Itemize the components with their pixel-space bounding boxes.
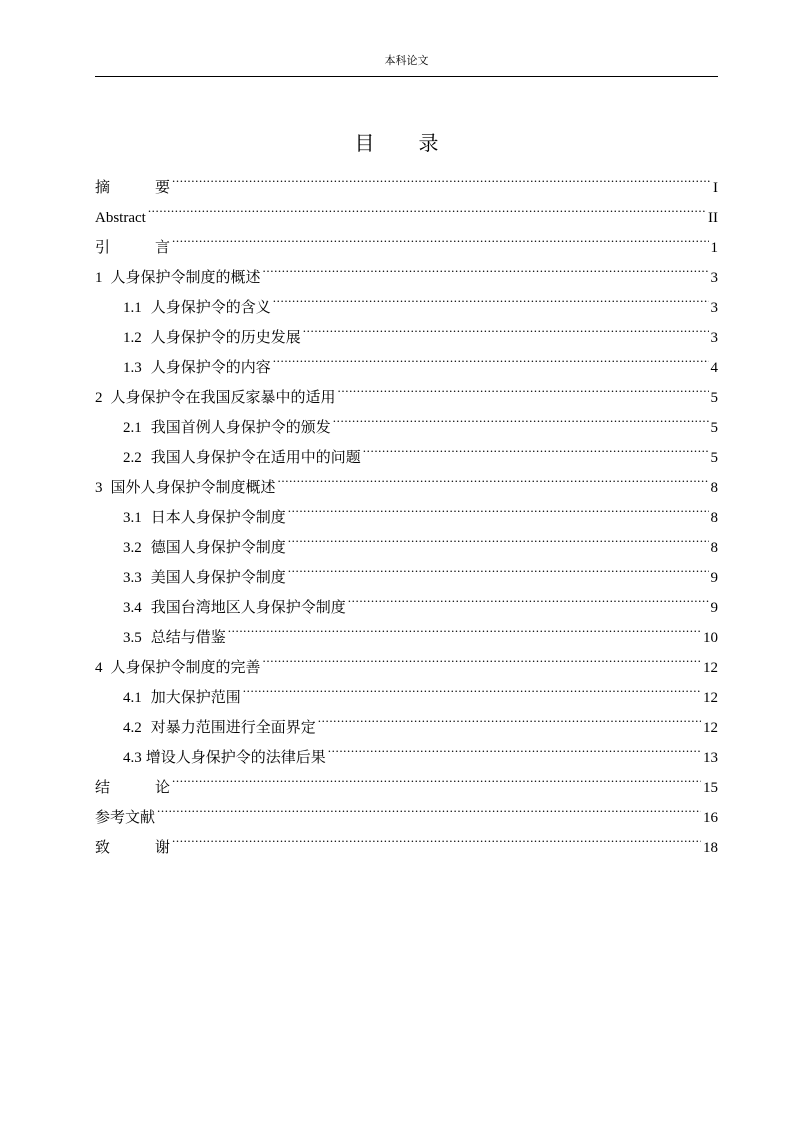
toc-entry-introduction[interactable] bbox=[95, 222, 718, 256]
page-header bbox=[95, 52, 718, 77]
toc-entry-label: 参考文献 bbox=[95, 808, 156, 826]
toc-entry-number: 4.1 bbox=[123, 690, 142, 706]
toc-entry-number: 4.3 bbox=[123, 750, 142, 766]
toc-entry-label: 国外人身保护令制度概述 bbox=[110, 478, 276, 496]
toc-entry-page: I bbox=[713, 180, 718, 196]
toc-leader-dots bbox=[288, 522, 709, 552]
toc-entry-label: 人身保护令在我国反家暴中的适用 bbox=[110, 388, 336, 406]
toc-leader-dots bbox=[172, 162, 711, 192]
toc-entry-label: 总结与借鉴 bbox=[150, 628, 226, 646]
toc-entry-label: 结 论 bbox=[95, 778, 171, 796]
toc-entry-number: 2.2 bbox=[123, 450, 142, 466]
toc-entry-label: 致 谢 bbox=[95, 838, 171, 856]
toc-entry-page: 3 bbox=[710, 330, 718, 346]
toc-entry-label: 我国人身保护令在适用中的问题 bbox=[150, 448, 361, 466]
toc-entry-number: 3.5 bbox=[123, 630, 142, 646]
toc-entry-label: 引 言 bbox=[95, 238, 171, 256]
toc-entry-label: 对暴力范围进行全面界定 bbox=[150, 718, 316, 736]
toc-entry-number: 3.4 bbox=[123, 600, 142, 616]
toc-entry-page: 4 bbox=[710, 360, 718, 376]
toc-leader-dots bbox=[363, 432, 709, 462]
toc-leader-dots bbox=[228, 612, 701, 642]
toc-leader-dots bbox=[278, 462, 709, 492]
toc-entry-number: 3.2 bbox=[123, 540, 142, 556]
toc-entry-number: 4 bbox=[95, 660, 103, 676]
toc-entry-label: 美国人身保护令制度 bbox=[150, 568, 286, 586]
toc-entry-page: II bbox=[708, 210, 718, 226]
toc-leader-dots bbox=[348, 582, 709, 612]
toc-entry-conclusion[interactable] bbox=[95, 762, 718, 796]
toc-entry-number: 3 bbox=[95, 480, 103, 496]
toc-leader-dots bbox=[273, 282, 709, 312]
toc-entry-label: 人身保护令制度的完善 bbox=[110, 658, 261, 676]
toc-entry-label: 人身保护令的历史发展 bbox=[150, 328, 301, 346]
toc-entry-abstract-cn[interactable] bbox=[95, 162, 718, 196]
toc-entry-page: 13 bbox=[703, 750, 718, 766]
toc-leader-dots bbox=[148, 192, 706, 222]
toc-leader-dots bbox=[273, 342, 709, 372]
toc-entry-page: 10 bbox=[703, 630, 718, 646]
toc-leader-dots bbox=[288, 492, 709, 522]
toc-entry-number: 1.2 bbox=[123, 330, 142, 346]
toc-leader-dots bbox=[288, 552, 709, 582]
toc-entry-page: 12 bbox=[703, 690, 718, 706]
toc-leader-dots bbox=[333, 402, 709, 432]
toc-leader-dots bbox=[263, 642, 701, 672]
toc-leader-dots bbox=[172, 822, 701, 852]
toc-entry-label: 日本人身保护令制度 bbox=[150, 508, 286, 526]
toc-title-right: 录 bbox=[418, 131, 439, 155]
toc-leader-dots bbox=[243, 672, 701, 702]
running-title: 本科论文 bbox=[384, 54, 429, 67]
toc-entry-page: 8 bbox=[710, 510, 718, 526]
toc-entry-label: 摘 要 bbox=[95, 178, 171, 196]
toc-entry-number: 2 bbox=[95, 390, 103, 406]
toc-entry-page: 8 bbox=[710, 540, 718, 556]
toc-leader-dots bbox=[303, 312, 709, 342]
toc-leader-dots bbox=[172, 762, 701, 792]
toc-title-left: 目 bbox=[354, 131, 375, 155]
toc-entry-number: 1 bbox=[95, 270, 103, 286]
toc-leader-dots bbox=[318, 702, 701, 732]
toc-entry-label: 我国台湾地区人身保护令制度 bbox=[150, 598, 346, 616]
toc-entry-page: 9 bbox=[710, 570, 718, 586]
toc-entry-page: 9 bbox=[710, 600, 718, 616]
toc-entry-page: 1 bbox=[710, 240, 718, 256]
toc-list bbox=[95, 162, 718, 856]
toc-entry-label: 人身保护令制度的概述 bbox=[110, 268, 261, 286]
toc-entry-references[interactable] bbox=[95, 792, 718, 826]
toc-entry-number: 4.2 bbox=[123, 720, 142, 736]
toc-entry-page: 12 bbox=[703, 720, 718, 736]
toc-title bbox=[0, 128, 793, 158]
toc-entry-number: 1.3 bbox=[123, 360, 142, 376]
toc-entry-chapter-1[interactable] bbox=[95, 252, 718, 286]
toc-entry-number: 3.1 bbox=[123, 510, 142, 526]
toc-entry-acknowledgements[interactable] bbox=[95, 822, 718, 856]
toc-entry-page: 5 bbox=[710, 450, 718, 466]
toc-entry-label: 人身保护令的含义 bbox=[150, 298, 271, 316]
toc-entry-number: 3.3 bbox=[123, 570, 142, 586]
toc-entry-number: 1.1 bbox=[123, 300, 142, 316]
toc-entry-page: 18 bbox=[703, 840, 718, 856]
toc-entry-label: 加大保护范围 bbox=[150, 688, 241, 706]
toc-entry-page: 3 bbox=[710, 300, 718, 316]
toc-leader-dots bbox=[328, 732, 701, 762]
toc-entry-label: Abstract bbox=[95, 210, 146, 226]
toc-leader-dots bbox=[172, 222, 708, 252]
toc-entry-page: 3 bbox=[710, 270, 718, 286]
toc-leader-dots bbox=[263, 252, 709, 282]
toc-leader-dots bbox=[157, 792, 701, 822]
toc-entry-label: 增设人身保护令的法律后果 bbox=[145, 748, 326, 766]
toc-entry-label: 我国首例人身保护令的颁发 bbox=[150, 418, 331, 436]
toc-entry-number: 2.1 bbox=[123, 420, 142, 436]
toc-entry-page: 12 bbox=[703, 660, 718, 676]
toc-entry-page: 15 bbox=[703, 780, 718, 796]
toc-entry-page: 5 bbox=[710, 420, 718, 436]
toc-entry-page: 8 bbox=[710, 480, 718, 496]
toc-entry-label: 人身保护令的内容 bbox=[150, 358, 271, 376]
toc-entry-abstract-en[interactable] bbox=[95, 192, 718, 226]
toc-leader-dots bbox=[338, 372, 709, 402]
toc-entry-page: 16 bbox=[703, 810, 718, 826]
toc-entry-page: 5 bbox=[710, 390, 718, 406]
toc-entry-label: 德国人身保护令制度 bbox=[150, 538, 286, 556]
